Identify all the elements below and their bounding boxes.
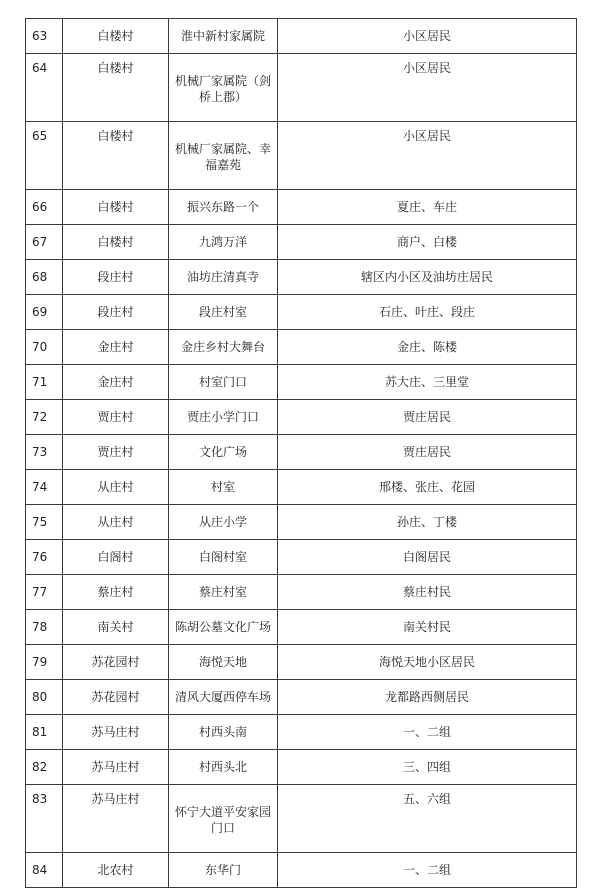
site-cell: 白阁村室 <box>169 540 278 575</box>
residents-cell: 贾庄居民 <box>278 435 577 470</box>
site-cell: 怀宁大道平安家园门口 <box>169 785 278 853</box>
table-row <box>26 540 577 575</box>
row-number-cell: 73 <box>26 435 63 470</box>
village-cell: 白楼村 <box>63 54 169 122</box>
site-cell: 村西头北 <box>169 750 278 785</box>
table-row <box>26 470 577 505</box>
village-cell: 金庄村 <box>63 365 169 400</box>
row-number-cell: 81 <box>26 715 63 750</box>
residents-cell: 小区居民 <box>278 54 577 122</box>
residents-cell: 蔡庄村民 <box>278 575 577 610</box>
row-number-cell: 72 <box>26 400 63 435</box>
table-row <box>26 400 577 435</box>
table-row <box>26 505 577 540</box>
table-row <box>26 575 577 610</box>
residents-cell: 小区居民 <box>278 19 577 54</box>
site-cell: 淮中新村家属院 <box>169 19 278 54</box>
residents-cell: 孙庄、丁楼 <box>278 505 577 540</box>
village-cell: 金庄村 <box>63 330 169 365</box>
residents-cell: 夏庄、车庄 <box>278 190 577 225</box>
site-cell: 从庄小学 <box>169 505 278 540</box>
table-row <box>26 365 577 400</box>
village-cell: 苏马庄村 <box>63 715 169 750</box>
village-cell: 从庄村 <box>63 470 169 505</box>
row-number-cell: 69 <box>26 295 63 330</box>
row-number-cell: 67 <box>26 225 63 260</box>
residents-cell: 白阁居民 <box>278 540 577 575</box>
residents-cell: 金庄、陈楼 <box>278 330 577 365</box>
village-cell: 从庄村 <box>63 505 169 540</box>
village-cell: 贾庄村 <box>63 400 169 435</box>
site-cell: 金庄乡村大舞台 <box>169 330 278 365</box>
residents-cell: 小区居民 <box>278 122 577 190</box>
row-number-cell: 68 <box>26 260 63 295</box>
site-cell: 机械厂家属院（剑桥上郡） <box>169 54 278 122</box>
row-number-cell: 64 <box>26 54 63 122</box>
table-row <box>26 54 577 122</box>
site-cell: 机械厂家属院、幸福嘉苑 <box>169 122 278 190</box>
table-body <box>26 19 577 888</box>
site-cell: 陈胡公墓文化广场 <box>169 610 278 645</box>
table-row <box>26 645 577 680</box>
village-cell: 白楼村 <box>63 122 169 190</box>
site-cell: 清风大厦西停车场 <box>169 680 278 715</box>
residents-cell: 邢楼、张庄、花园 <box>278 470 577 505</box>
table-row <box>26 122 577 190</box>
row-number-cell: 79 <box>26 645 63 680</box>
site-cell: 段庄村室 <box>169 295 278 330</box>
row-number-cell: 77 <box>26 575 63 610</box>
residents-cell: 龙都路西侧居民 <box>278 680 577 715</box>
village-cell: 蔡庄村 <box>63 575 169 610</box>
row-number-cell: 75 <box>26 505 63 540</box>
table-row <box>26 190 577 225</box>
site-cell: 村室门口 <box>169 365 278 400</box>
row-number-cell: 66 <box>26 190 63 225</box>
row-number-cell: 84 <box>26 853 63 888</box>
sampling-site-table <box>25 18 577 888</box>
table-row <box>26 750 577 785</box>
village-cell: 白楼村 <box>63 225 169 260</box>
village-cell: 苏马庄村 <box>63 750 169 785</box>
table-row <box>26 610 577 645</box>
table-row <box>26 715 577 750</box>
row-number-cell: 71 <box>26 365 63 400</box>
village-cell: 白楼村 <box>63 190 169 225</box>
table-row <box>26 19 577 54</box>
residents-cell: 一、二组 <box>278 853 577 888</box>
row-number-cell: 80 <box>26 680 63 715</box>
residents-cell: 苏大庄、三里堂 <box>278 365 577 400</box>
residents-cell: 商户、白楼 <box>278 225 577 260</box>
site-cell: 村室 <box>169 470 278 505</box>
residents-cell: 五、六组 <box>278 785 577 853</box>
document-page <box>25 18 577 888</box>
residents-cell: 海悦天地小区居民 <box>278 645 577 680</box>
village-cell: 段庄村 <box>63 295 169 330</box>
site-cell: 贾庄小学门口 <box>169 400 278 435</box>
site-cell: 九鸿万洋 <box>169 225 278 260</box>
table-row <box>26 260 577 295</box>
table-row <box>26 295 577 330</box>
village-cell: 贾庄村 <box>63 435 169 470</box>
row-number-cell: 70 <box>26 330 63 365</box>
village-cell: 苏马庄村 <box>63 785 169 853</box>
site-cell: 油坊庄清真寺 <box>169 260 278 295</box>
site-cell: 蔡庄村室 <box>169 575 278 610</box>
village-cell: 白楼村 <box>63 19 169 54</box>
site-cell: 海悦天地 <box>169 645 278 680</box>
table-row <box>26 853 577 888</box>
village-cell: 段庄村 <box>63 260 169 295</box>
residents-cell: 石庄、叶庄、段庄 <box>278 295 577 330</box>
site-cell: 文化广场 <box>169 435 278 470</box>
row-number-cell: 78 <box>26 610 63 645</box>
row-number-cell: 76 <box>26 540 63 575</box>
residents-cell: 一、二组 <box>278 715 577 750</box>
table-row <box>26 785 577 853</box>
table-row <box>26 225 577 260</box>
village-cell: 北农村 <box>63 853 169 888</box>
table-row <box>26 330 577 365</box>
row-number-cell: 83 <box>26 785 63 853</box>
residents-cell: 南关村民 <box>278 610 577 645</box>
residents-cell: 三、四组 <box>278 750 577 785</box>
row-number-cell: 74 <box>26 470 63 505</box>
residents-cell: 辖区内小区及油坊庄居民 <box>278 260 577 295</box>
table-row <box>26 435 577 470</box>
row-number-cell: 63 <box>26 19 63 54</box>
row-number-cell: 65 <box>26 122 63 190</box>
table-row <box>26 680 577 715</box>
site-cell: 村西头南 <box>169 715 278 750</box>
village-cell: 南关村 <box>63 610 169 645</box>
village-cell: 白阁村 <box>63 540 169 575</box>
site-cell: 振兴东路一个 <box>169 190 278 225</box>
site-cell: 东华门 <box>169 853 278 888</box>
village-cell: 苏花园村 <box>63 680 169 715</box>
residents-cell: 贾庄居民 <box>278 400 577 435</box>
village-cell: 苏花园村 <box>63 645 169 680</box>
row-number-cell: 82 <box>26 750 63 785</box>
